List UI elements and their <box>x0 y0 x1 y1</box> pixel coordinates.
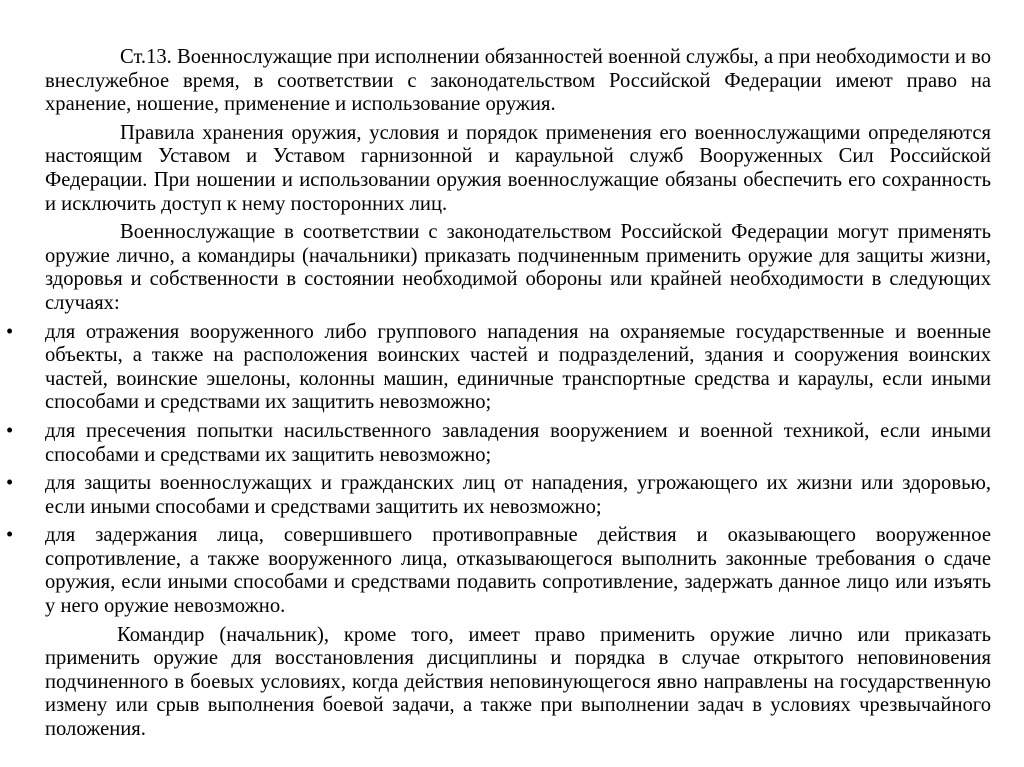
cases-list <box>6 320 991 619</box>
list-item <box>6 320 991 415</box>
paragraph-use-conditions: Военнослужащие в соответствии с законодательством Российской Федерации могут применять оружие лично, а командиры (начальники) приказать подчиненным применить оружие для защиты жизни, здоровья и собственности в состоянии необходимой обороны или крайней необходимости в следующих случаях: <box>45 221 991 314</box>
bullet-icon: • <box>6 419 14 442</box>
bullet-icon: • <box>6 524 14 547</box>
document-body <box>6 46 991 747</box>
paragraph-commander-rights: Командир (начальник), кроме того, имеет право применить оружие лично или приказать применить оружие для восстановления дисциплины и порядка в случае открытого неповиновения подчиненного в боевых условиях, когда действия неповинующегося явно направлены на государственную измену или срыв выполнения боевой задачи, а также при выполнении задач в условиях чрезвычайного положения. <box>45 623 991 741</box>
list-item-text: для пресечения попытки насильственного завладения вооружением и военной техникой, если иными способами и средствами их защитить невозможно; <box>45 419 991 466</box>
bullet-icon: • <box>6 472 14 495</box>
list-item <box>6 524 991 618</box>
list-item-text: для отражения вооруженного либо группового нападения на охраняемые государственные и военные объекты, а также на расположения воинских частей и подразделений, здания и сооружения воинских частей, воинские эшелоны, колонны машин, единичные транспортные средства и караулы, если иными способами и средствами их защитить невозможно; <box>45 320 991 414</box>
paragraph-storage-rules: Правила хранения оружия, условия и порядок применения его военнослужащими определяются настоящим Уставом и Уставом гарнизонной и караульной служб Вооруженных Сил Российской Федерации. При ношении и использовании оружия военнослужащие обязаны обеспечить его сохранность и исключить доступ к нему посторонних лиц. <box>45 121 991 215</box>
list-item-text: для задержания лица, совершившего противоправные действия и оказывающего вооруженное сопротивление, а также вооруженного лица, отказывающегося выполнить законные требования о сдаче оружия, если иными способами и средствами подавить сопротивление, задержать данное лицо или изъять у него оружие невозможно. <box>45 524 991 618</box>
paragraph-article-13: Ст.13. Военнослужащие при исполнении обязанностей военной службы, а при необходимости и во внеслужебное время, в соответствии с законодательством Российской Федерации имеют право на хранение, ношение, применение и использование оружия. <box>45 46 991 116</box>
bullet-icon: • <box>6 320 14 343</box>
list-item <box>6 419 991 467</box>
list-item <box>6 472 991 519</box>
list-item-text: для защиты военнослужащих и гражданских лиц от нападения, угрожающего их жизни или здоровью, если иными способами и средствами защитить их невозможно; <box>45 472 991 518</box>
